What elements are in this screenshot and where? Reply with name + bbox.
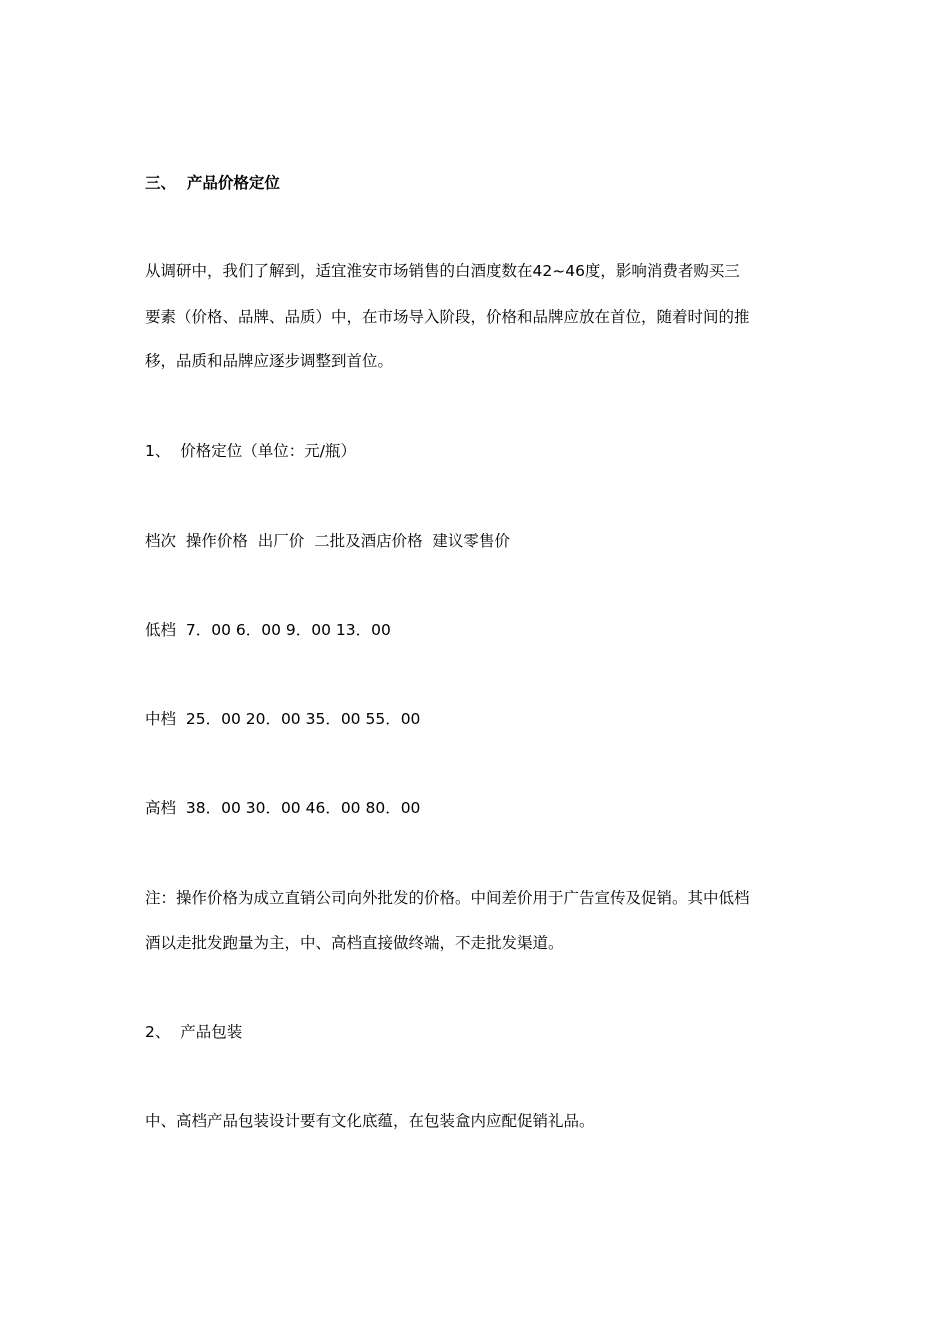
note-line-2: 酒以走批发跑量为主，中、高档直接做终端，不走批发渠道。 — [145, 934, 564, 952]
section-title: 产品价格定位 — [186, 174, 280, 192]
subsection-2-title: 产品包装 — [180, 1023, 243, 1041]
section-number: 三、 — [145, 174, 177, 192]
subsection-2-heading — [145, 1022, 242, 1042]
packaging-text: 中、高档产品包装设计要有文化底蕴，在包装盒内应配促销礼品。 — [145, 1112, 595, 1130]
intro-line-3: 移，品质和品牌应逐步调整到首位。 — [145, 352, 394, 370]
intro-line-2: 要素（价格、品牌、品质）中，在市场导入阶段，价格和品牌应放在首位，随着时间的推 — [145, 308, 750, 326]
subsection-1-heading — [145, 441, 356, 461]
price-table-row-high: 高档 38．00 30．00 46．00 80．00 — [145, 799, 421, 817]
price-table-row-mid: 中档 25．00 20．00 35．00 55．00 — [145, 710, 421, 728]
subsection-1-number: 1、 — [145, 442, 171, 460]
note-line-1: 注：操作价格为成立直销公司向外批发的价格。中间差价用于广告宣传及促销。其中低档 — [145, 889, 750, 907]
subsection-2-number: 2、 — [145, 1023, 171, 1041]
subsection-1-title: 价格定位（单位：元/瓶） — [180, 442, 356, 460]
intro-line-1: 从调研中，我们了解到，适宜淮安市场销售的白酒度数在42~46度，影响消费者购买三 — [145, 262, 740, 280]
section-heading — [145, 173, 280, 193]
price-table-row-low: 低档 7．00 6．00 9．00 13．00 — [145, 621, 391, 639]
price-table-header: 档次 操作价格 出厂价 二批及酒店价格 建议零售价 — [145, 532, 510, 550]
